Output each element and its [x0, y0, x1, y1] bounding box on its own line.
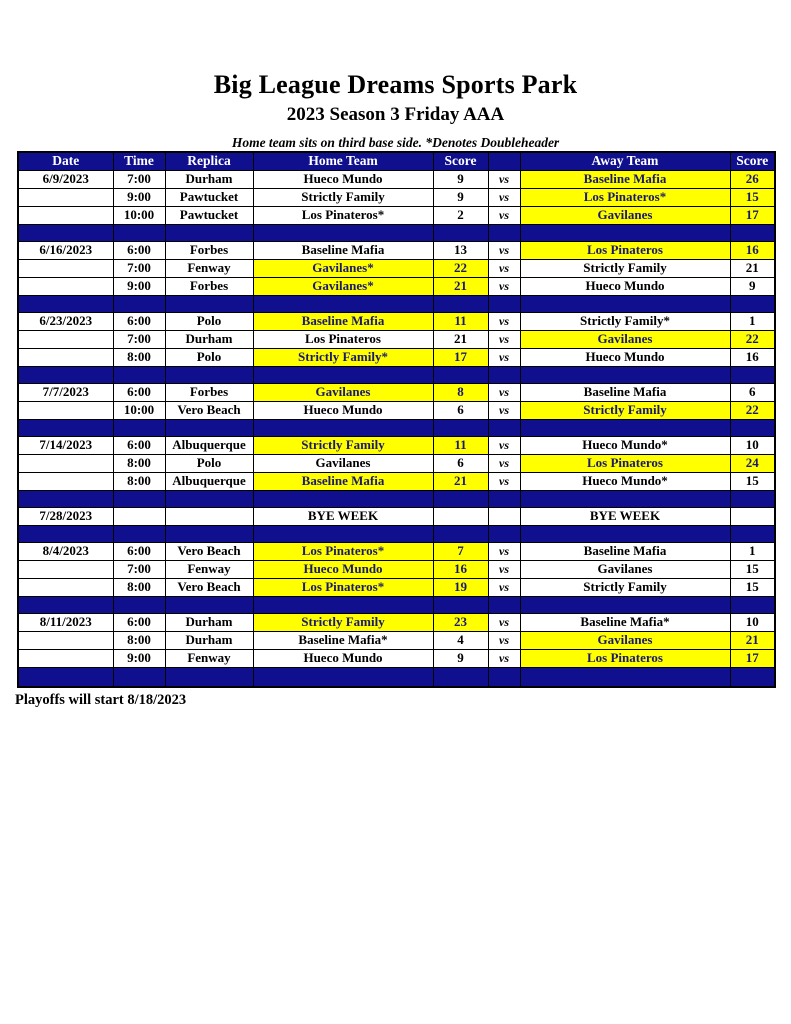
time-cell: 8:00 [113, 472, 165, 490]
vs-cell: vs [488, 613, 520, 631]
separator-cell [488, 525, 520, 542]
time-cell: 9:00 [113, 277, 165, 295]
game-row [18, 241, 775, 259]
home-score-cell: 8 [433, 383, 488, 401]
game-row [18, 631, 775, 649]
away-team-cell: Strictly Family [520, 578, 730, 596]
separator-cell [730, 667, 775, 687]
home-score-cell: 9 [433, 170, 488, 188]
separator-cell [253, 366, 433, 383]
separator-cell [165, 490, 253, 507]
replica-cell: Polo [165, 348, 253, 366]
game-row [18, 578, 775, 596]
replica-cell: Fenway [165, 649, 253, 667]
separator-cell [433, 525, 488, 542]
separator-cell [113, 667, 165, 687]
date-cell: 8/11/2023 [18, 613, 113, 631]
schedule-table [17, 151, 776, 688]
home-score-cell: 7 [433, 542, 488, 560]
replica-cell: Vero Beach [165, 578, 253, 596]
replica-cell: Fenway [165, 560, 253, 578]
home-score-cell: 21 [433, 330, 488, 348]
col-header-replica: Replica [165, 152, 253, 170]
separator-cell [488, 596, 520, 613]
away-score-cell: 22 [730, 330, 775, 348]
home-team-cell: Baseline Mafia [253, 241, 433, 259]
game-row [18, 188, 775, 206]
col-header-away-team: Away Team [520, 152, 730, 170]
separator-cell [730, 224, 775, 241]
date-cell [18, 578, 113, 596]
separator-cell [433, 596, 488, 613]
separator-cell [520, 419, 730, 436]
date-cell: 7/7/2023 [18, 383, 113, 401]
replica-cell: Durham [165, 330, 253, 348]
away-score-cell: 15 [730, 578, 775, 596]
game-row [18, 330, 775, 348]
col-header-home-team: Home Team [253, 152, 433, 170]
date-cell [18, 348, 113, 366]
vs-cell: vs [488, 277, 520, 295]
date-cell: 6/23/2023 [18, 312, 113, 330]
separator-cell [520, 295, 730, 312]
game-row [18, 472, 775, 490]
game-row [18, 348, 775, 366]
home-score-cell: 17 [433, 348, 488, 366]
away-score-cell: 16 [730, 348, 775, 366]
time-cell: 6:00 [113, 542, 165, 560]
separator-cell [433, 295, 488, 312]
away-score-cell: 1 [730, 542, 775, 560]
separator-cell [253, 224, 433, 241]
away-team-cell: Gavilanes [520, 330, 730, 348]
game-row [18, 277, 775, 295]
separator-cell [433, 667, 488, 687]
replica-cell: Vero Beach [165, 401, 253, 419]
separator-cell [488, 224, 520, 241]
vs-cell: vs [488, 578, 520, 596]
away-score-cell: 10 [730, 613, 775, 631]
separator-cell [488, 490, 520, 507]
replica-cell: Forbes [165, 277, 253, 295]
separator-cell [113, 295, 165, 312]
home-score-cell: 9 [433, 188, 488, 206]
col-header-date: Date [18, 152, 113, 170]
separator-cell [433, 419, 488, 436]
page-title: Big League Dreams Sports Park [213, 70, 578, 99]
separator-cell [520, 667, 730, 687]
separator-cell [730, 490, 775, 507]
date-cell: 7/14/2023 [18, 436, 113, 454]
separator-cell [18, 525, 113, 542]
away-team-cell: Los Pinateros* [520, 188, 730, 206]
time-cell: 6:00 [113, 383, 165, 401]
separator-cell [18, 366, 113, 383]
away-score-cell: 21 [730, 259, 775, 277]
replica-cell: Polo [165, 312, 253, 330]
separator-cell [18, 295, 113, 312]
replica-cell: Forbes [165, 241, 253, 259]
vs-cell [488, 507, 520, 525]
away-team-cell: Los Pinateros [520, 649, 730, 667]
time-cell: 8:00 [113, 348, 165, 366]
away-score-cell [730, 507, 775, 525]
page-header [0, 0, 791, 151]
time-cell: 10:00 [113, 401, 165, 419]
home-team-cell: Gavilanes [253, 454, 433, 472]
home-team-cell: Strictly Family [253, 188, 433, 206]
home-score-cell: 21 [433, 277, 488, 295]
date-cell [18, 472, 113, 490]
separator-cell [253, 525, 433, 542]
away-team-cell: Baseline Mafia [520, 542, 730, 560]
separator-cell [730, 419, 775, 436]
separator-cell [730, 366, 775, 383]
replica-cell: Fenway [165, 259, 253, 277]
away-team-cell: Gavilanes [520, 631, 730, 649]
separator-cell [433, 490, 488, 507]
time-cell: 6:00 [113, 436, 165, 454]
separator-cell [433, 224, 488, 241]
away-team-cell: Baseline Mafia [520, 383, 730, 401]
home-team-cell: Gavilanes [253, 383, 433, 401]
home-team-cell: Los Pinateros* [253, 578, 433, 596]
game-row [18, 206, 775, 224]
separator-cell [113, 490, 165, 507]
separator-row [18, 224, 775, 241]
vs-cell: vs [488, 472, 520, 490]
date-cell: 6/16/2023 [18, 241, 113, 259]
date-cell [18, 206, 113, 224]
replica-cell: Albuquerque [165, 436, 253, 454]
game-row [18, 170, 775, 188]
away-team-cell: Strictly Family [520, 259, 730, 277]
home-team-cell: Hueco Mundo [253, 170, 433, 188]
separator-cell [165, 366, 253, 383]
vs-cell: vs [488, 188, 520, 206]
game-row [18, 560, 775, 578]
away-score-cell: 26 [730, 170, 775, 188]
vs-cell: vs [488, 170, 520, 188]
separator-cell [520, 224, 730, 241]
away-score-cell: 17 [730, 206, 775, 224]
time-cell: 10:00 [113, 206, 165, 224]
separator-cell [165, 596, 253, 613]
separator-cell [488, 295, 520, 312]
game-row [18, 507, 775, 525]
home-score-cell: 9 [433, 649, 488, 667]
replica-cell: Polo [165, 454, 253, 472]
time-cell: 7:00 [113, 170, 165, 188]
away-team-cell: Hueco Mundo [520, 348, 730, 366]
vs-cell: vs [488, 330, 520, 348]
separator-cell [520, 596, 730, 613]
game-row [18, 436, 775, 454]
separator-row [18, 596, 775, 613]
away-score-cell: 21 [730, 631, 775, 649]
vs-cell: vs [488, 348, 520, 366]
page-subtitle: 2023 Season 3 Friday AAA [286, 104, 505, 125]
replica-cell: Durham [165, 613, 253, 631]
away-score-cell: 22 [730, 401, 775, 419]
replica-cell: Pawtucket [165, 206, 253, 224]
separator-cell [165, 419, 253, 436]
separator-cell [113, 224, 165, 241]
home-score-cell: 19 [433, 578, 488, 596]
separator-row [18, 295, 775, 312]
home-team-cell: Strictly Family [253, 613, 433, 631]
vs-cell: vs [488, 436, 520, 454]
separator-cell [18, 224, 113, 241]
date-cell [18, 188, 113, 206]
game-row [18, 401, 775, 419]
separator-cell [113, 419, 165, 436]
playoffs-note: Playoffs will start 8/18/2023 [15, 692, 187, 708]
vs-cell: vs [488, 312, 520, 330]
home-team-cell: Hueco Mundo [253, 560, 433, 578]
home-team-cell: Los Pinateros* [253, 206, 433, 224]
away-score-cell: 10 [730, 436, 775, 454]
col-header-home-score: Score [433, 152, 488, 170]
vs-cell: vs [488, 206, 520, 224]
home-team-cell: Baseline Mafia* [253, 631, 433, 649]
separator-cell [18, 419, 113, 436]
replica-cell: Albuquerque [165, 472, 253, 490]
vs-cell: vs [488, 241, 520, 259]
date-cell [18, 401, 113, 419]
time-cell [113, 507, 165, 525]
away-score-cell: 15 [730, 188, 775, 206]
home-team-cell: Strictly Family* [253, 348, 433, 366]
schedule-body [18, 170, 775, 687]
col-header-vs [488, 152, 520, 170]
time-cell: 8:00 [113, 631, 165, 649]
date-cell: 8/4/2023 [18, 542, 113, 560]
separator-cell [730, 525, 775, 542]
separator-cell [113, 596, 165, 613]
date-cell [18, 649, 113, 667]
game-row [18, 454, 775, 472]
date-cell [18, 631, 113, 649]
replica-cell: Durham [165, 170, 253, 188]
home-score-cell: 11 [433, 312, 488, 330]
separator-cell [253, 667, 433, 687]
home-score-cell: 6 [433, 454, 488, 472]
replica-cell: Vero Beach [165, 542, 253, 560]
separator-row [18, 525, 775, 542]
time-cell: 8:00 [113, 578, 165, 596]
time-cell: 7:00 [113, 330, 165, 348]
col-header-away-score: Score [730, 152, 775, 170]
separator-cell [18, 490, 113, 507]
game-row [18, 383, 775, 401]
time-cell: 7:00 [113, 560, 165, 578]
away-score-cell: 16 [730, 241, 775, 259]
date-cell: 7/28/2023 [18, 507, 113, 525]
separator-cell [433, 366, 488, 383]
vs-cell: vs [488, 401, 520, 419]
vs-cell: vs [488, 383, 520, 401]
away-team-cell: Baseline Mafia* [520, 613, 730, 631]
date-cell [18, 454, 113, 472]
replica-cell [165, 507, 253, 525]
home-score-cell: 21 [433, 472, 488, 490]
home-team-cell: Hueco Mundo [253, 401, 433, 419]
separator-cell [520, 490, 730, 507]
game-row [18, 649, 775, 667]
table-header-row [18, 152, 775, 170]
home-score-cell: 22 [433, 259, 488, 277]
game-row [18, 613, 775, 631]
separator-row [18, 667, 775, 687]
game-row [18, 259, 775, 277]
replica-cell: Durham [165, 631, 253, 649]
date-cell [18, 330, 113, 348]
time-cell: 6:00 [113, 312, 165, 330]
home-team-cell: Baseline Mafia [253, 312, 433, 330]
vs-cell: vs [488, 454, 520, 472]
time-cell: 9:00 [113, 649, 165, 667]
separator-cell [253, 490, 433, 507]
away-team-cell: Strictly Family* [520, 312, 730, 330]
col-header-time: Time [113, 152, 165, 170]
vs-cell: vs [488, 259, 520, 277]
vs-cell: vs [488, 542, 520, 560]
time-cell: 9:00 [113, 188, 165, 206]
separator-row [18, 366, 775, 383]
separator-row [18, 419, 775, 436]
home-score-cell: 2 [433, 206, 488, 224]
home-score-cell: 23 [433, 613, 488, 631]
away-score-cell: 9 [730, 277, 775, 295]
vs-cell: vs [488, 631, 520, 649]
away-team-cell: Hueco Mundo [520, 277, 730, 295]
away-team-cell: Baseline Mafia [520, 170, 730, 188]
date-cell [18, 277, 113, 295]
home-team-cell: BYE WEEK [253, 507, 433, 525]
time-cell: 8:00 [113, 454, 165, 472]
replica-cell: Pawtucket [165, 188, 253, 206]
separator-cell [520, 525, 730, 542]
separator-cell [165, 295, 253, 312]
time-cell: 6:00 [113, 613, 165, 631]
game-row [18, 312, 775, 330]
away-team-cell: Los Pinateros [520, 241, 730, 259]
separator-cell [730, 295, 775, 312]
home-score-cell: 4 [433, 631, 488, 649]
home-score-cell [433, 507, 488, 525]
game-row [18, 542, 775, 560]
separator-cell [165, 667, 253, 687]
home-team-cell: Los Pinateros* [253, 542, 433, 560]
home-team-cell: Hueco Mundo [253, 649, 433, 667]
away-score-cell: 1 [730, 312, 775, 330]
away-score-cell: 6 [730, 383, 775, 401]
replica-cell: Forbes [165, 383, 253, 401]
away-team-cell: Hueco Mundo* [520, 472, 730, 490]
separator-cell [253, 596, 433, 613]
separator-cell [488, 419, 520, 436]
vs-cell: vs [488, 649, 520, 667]
separator-row [18, 490, 775, 507]
home-team-cell: Baseline Mafia [253, 472, 433, 490]
separator-cell [165, 224, 253, 241]
separator-cell [113, 525, 165, 542]
away-team-cell: Strictly Family [520, 401, 730, 419]
home-score-cell: 11 [433, 436, 488, 454]
schedule-table-wrap [17, 151, 776, 688]
separator-cell [18, 596, 113, 613]
away-team-cell: Gavilanes [520, 206, 730, 224]
away-score-cell: 15 [730, 472, 775, 490]
home-score-cell: 16 [433, 560, 488, 578]
home-team-cell: Gavilanes* [253, 259, 433, 277]
separator-cell [520, 366, 730, 383]
home-team-cell: Los Pinateros [253, 330, 433, 348]
separator-cell [730, 596, 775, 613]
time-cell: 6:00 [113, 241, 165, 259]
away-team-cell: BYE WEEK [520, 507, 730, 525]
away-team-cell: Hueco Mundo* [520, 436, 730, 454]
separator-cell [253, 295, 433, 312]
away-score-cell: 24 [730, 454, 775, 472]
separator-cell [113, 366, 165, 383]
away-team-cell: Los Pinateros [520, 454, 730, 472]
home-score-cell: 6 [433, 401, 488, 419]
separator-cell [18, 667, 113, 687]
time-cell: 7:00 [113, 259, 165, 277]
separator-cell [488, 667, 520, 687]
away-team-cell: Gavilanes [520, 560, 730, 578]
home-score-cell: 13 [433, 241, 488, 259]
away-score-cell: 15 [730, 560, 775, 578]
away-score-cell: 17 [730, 649, 775, 667]
home-team-cell: Strictly Family [253, 436, 433, 454]
separator-cell [253, 419, 433, 436]
vs-cell: vs [488, 560, 520, 578]
date-cell [18, 560, 113, 578]
date-cell [18, 259, 113, 277]
date-cell: 6/9/2023 [18, 170, 113, 188]
separator-cell [488, 366, 520, 383]
legend-note: Home team sits on third base side. *Denotes Doubleheader [231, 135, 560, 150]
separator-cell [165, 525, 253, 542]
home-team-cell: Gavilanes* [253, 277, 433, 295]
